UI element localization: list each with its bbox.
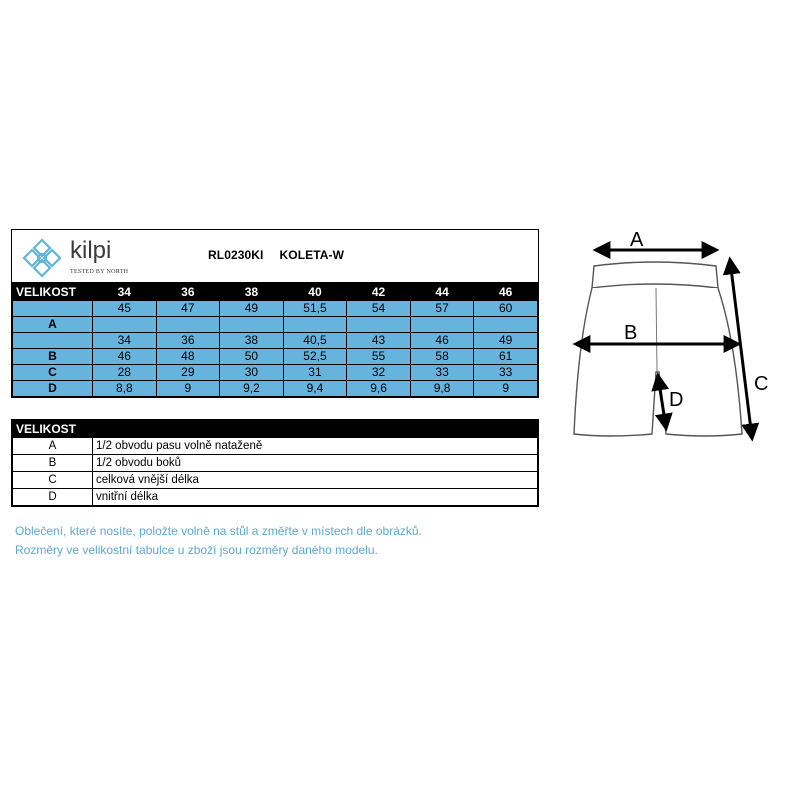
legend-header-label: VELIKOST (13, 421, 538, 438)
model-title (208, 248, 344, 262)
legend-key: D (13, 489, 93, 506)
size-column-header: 38 (220, 284, 284, 301)
size-value-cell: 32 (347, 365, 411, 381)
size-value-cell: 45 (93, 301, 157, 317)
measure-c-label: C (754, 373, 769, 395)
size-value-cell: 33 (410, 365, 474, 381)
size-value-cell: 28 (93, 365, 157, 381)
size-value-cell: 61 (474, 349, 538, 365)
size-value-cell: 33 (474, 365, 538, 381)
size-value-cell: 9,8 (410, 381, 474, 397)
table-row (13, 381, 538, 397)
measure-d-label: D (669, 389, 684, 411)
size-grid (12, 283, 538, 397)
brand-tagline: TESTED BY NORTH (70, 269, 129, 275)
size-value-cell: 49 (474, 333, 538, 349)
legend-header-row (13, 421, 538, 438)
size-value-cell (93, 317, 157, 333)
row-label (13, 301, 93, 317)
size-value-cell (220, 317, 284, 333)
row-label: D (13, 381, 93, 397)
kilpi-knot-icon (20, 236, 64, 280)
legend-description: celková vnější délka (93, 472, 538, 489)
size-value-cell (283, 317, 347, 333)
model-name: KOLETA-W (279, 248, 345, 262)
size-value-cell: 9,4 (283, 381, 347, 397)
size-value-cell: 36 (156, 333, 220, 349)
row-label: B (13, 349, 93, 365)
size-header-label: VELIKOST (13, 284, 93, 301)
table-row (13, 301, 538, 317)
note-measure: Oblečení, které nosíte, položte volně na stůl a změřte v místech dle obrázků. (15, 524, 422, 538)
table-row (13, 333, 538, 349)
size-column-header: 46 (474, 284, 538, 301)
size-value-cell: 38 (220, 333, 284, 349)
legend-row (13, 489, 538, 506)
model-code: RL0230KI (208, 248, 264, 262)
legend-description: 1/2 obvodu boků (93, 455, 538, 472)
table-header (12, 230, 538, 283)
size-value-cell (156, 317, 220, 333)
shorts-outline (574, 288, 742, 436)
size-value-cell: 34 (93, 333, 157, 349)
size-value-cell: 60 (474, 301, 538, 317)
size-header-row (13, 284, 538, 301)
shorts-measurement-diagram (566, 222, 786, 444)
legend-key: A (13, 438, 93, 455)
legend-row (13, 472, 538, 489)
size-value-cell: 47 (156, 301, 220, 317)
row-label: C (13, 365, 93, 381)
measurement-legend (11, 419, 539, 507)
size-value-cell: 8,8 (93, 381, 157, 397)
size-table (11, 229, 539, 398)
legend-key: C (13, 472, 93, 489)
size-column-header: 44 (410, 284, 474, 301)
size-value-cell: 50 (220, 349, 284, 365)
row-label (13, 333, 93, 349)
table-row (13, 317, 538, 333)
brand-logo (20, 236, 140, 280)
size-column-header: 34 (93, 284, 157, 301)
size-value-cell: 46 (410, 333, 474, 349)
size-column-header: 40 (283, 284, 347, 301)
size-value-cell: 48 (156, 349, 220, 365)
size-value-cell: 58 (410, 349, 474, 365)
brand-wordmark: kilpi (70, 237, 112, 264)
legend-key: B (13, 455, 93, 472)
note-model: Rozměry ve velikostní tabulce u zboží jsou rozměry daného modelu. (15, 543, 378, 557)
legend-description: vnitřní délka (93, 489, 538, 506)
size-value-cell: 55 (347, 349, 411, 365)
waistband-outline (592, 262, 718, 288)
measure-b-label: B (624, 322, 638, 344)
size-column-header: 42 (347, 284, 411, 301)
size-value-cell: 9 (156, 381, 220, 397)
size-value-cell: 46 (93, 349, 157, 365)
size-value-cell: 52,5 (283, 349, 347, 365)
measure-a-label: A (630, 229, 644, 251)
row-label: A (13, 317, 93, 333)
legend-row (13, 438, 538, 455)
legend-description: 1/2 obvodu pasu volně nataženě (93, 438, 538, 455)
size-value-cell: 29 (156, 365, 220, 381)
size-value-cell: 9,6 (347, 381, 411, 397)
size-value-cell (347, 317, 411, 333)
size-value-cell: 54 (347, 301, 411, 317)
size-value-cell (474, 317, 538, 333)
size-value-cell: 51,5 (283, 301, 347, 317)
size-value-cell: 30 (220, 365, 284, 381)
size-value-cell: 9,2 (220, 381, 284, 397)
size-value-cell: 49 (220, 301, 284, 317)
size-value-cell: 57 (410, 301, 474, 317)
table-row (13, 365, 538, 381)
size-value-cell: 43 (347, 333, 411, 349)
size-column-header: 36 (156, 284, 220, 301)
table-row (13, 349, 538, 365)
legend-row (13, 455, 538, 472)
size-value-cell (410, 317, 474, 333)
size-value-cell: 40,5 (283, 333, 347, 349)
size-value-cell: 9 (474, 381, 538, 397)
size-value-cell: 31 (283, 365, 347, 381)
